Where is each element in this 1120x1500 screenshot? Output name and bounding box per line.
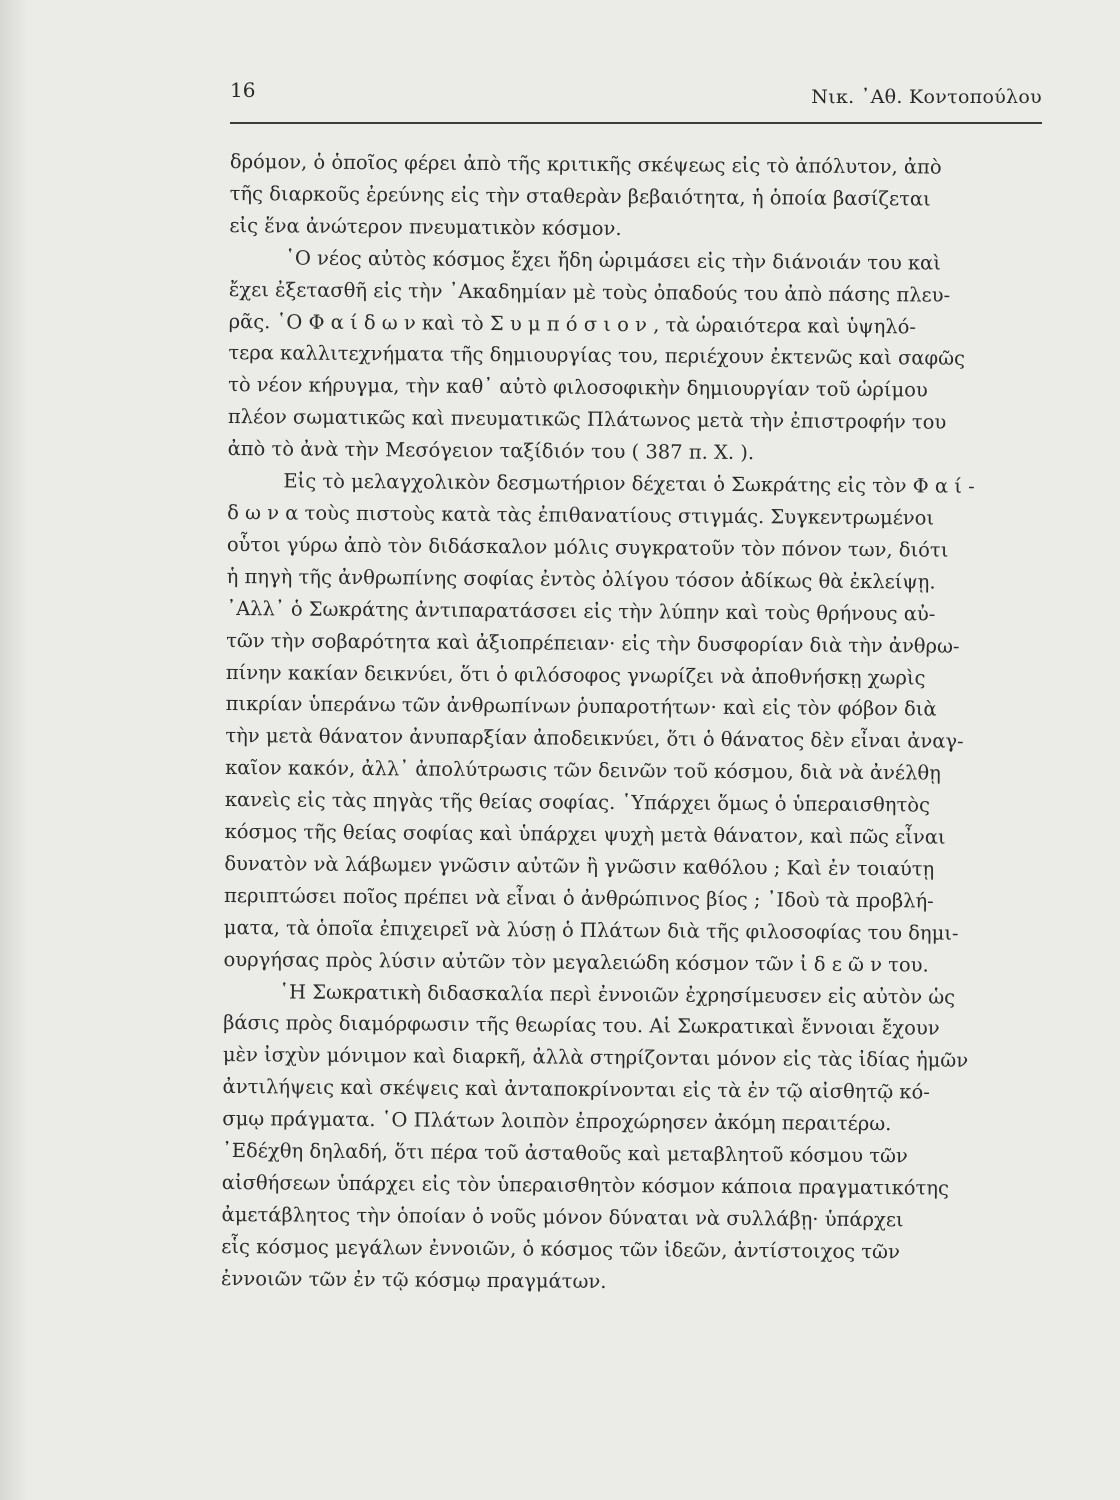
paragraph: Εἰς τὸ μελαγχολικὸν δεσμωτήριον δέχεται ὁ Σωκράτης εἰς τὸν Φ α ί - δ ω ν α τοὺς πιστοὺς κατὰ τὰς ἐπιθανατίους στιγμάς. Συγκεντρωμένοι οὗτοι γύρω ἀπὸ τὸν διδάσκαλον μόλις συγκρατοῦν τὸν πόνον των, διότι ἡ πηγὴ τῆς ἀνθρωπίνης σοφίας ἐντὸς ὀλίγου τόσον ἀδίκως θὰ ἐκλείψῃ. ᾿Αλλ᾿ ὁ Σωκράτης ἀντιπαρατάσσει εἰς τὴν λύπην καὶ τοὺς θρήνους αὐ- τῶν τὴν σοβαρότητα καὶ ἀξιοπρέπειαν· εἰς τὴν δυσφορίαν διὰ τὴν ἀνθρω- πίνην κακίαν δεικνύει, ὅτι ὁ φιλόσοφος γνωρίζει νὰ ἀποθνήσκῃ χωρὶς πικρίαν ὑπεράνω τῶν ἀνθρωπίνων ῥυπαροτήτων· καὶ εἰς τὸν φόβον διὰ τὴν μετὰ θάνατον ἀνυπαρξίαν ἀποδεικνύει, ὅτι ὁ θάνατος δὲν εἶναι ἀναγ- καῖον κακόν, ἀλλ᾿ ἀπολύτρωσις τῶν δεινῶν τοῦ κόσμου, διὰ νὰ ἀνέλθῃ κανεὶς εἰς τὰς πηγὰς τῆς θείας σοφίας. ῾Υπάρχει ὅμως ὁ ὑπεραισθητὸς κόσμος τῆς θείας σοφίας καὶ ὑπάρχει ψυχὴ μετὰ θάνατον, καὶ πῶς εἶναι δυνατὸν νὰ λάβωμεν γνῶσιν αὐτῶν ἢ γνῶσιν καθόλου ; Καὶ ἐν τοιαύτῃ περιπτώσει ποῖος πρέπει νὰ εἶναι ὁ ἀνθρώπινος βίος ; ᾿Ιδοὺ τὰ προβλή- ματα, τὰ ὁποῖα ἐπιχειρεῖ νὰ λύσῃ ὁ Πλάτων διὰ τῆς φιλοσοφίας του δημι- ουργήσας πρὸς λύσιν αὐτῶν τὸν μεγαλειώδη κόσμον τῶν ἰ δ ε ῶ ν του.: [223, 469, 975, 977]
page-number: 16: [230, 78, 256, 102]
header-rule: [230, 122, 1042, 124]
page-gutter-shadow: [0, 0, 28, 1500]
paragraph: δρόμον, ὁ ὁποῖος φέρει ἀπὸ τῆς κριτικῆς σκέψεως εἰς τὸ ἀπόλυτον, ἀπὸ τῆς διαρκοῦς ἐρεύνης εἰς τὴν σταθερὰν βεβαιότητα, ἡ ὁποία βασίζεται εἰς ἕνα ἀνώτερον πνευματικὸν κόσμον.: [229, 149, 942, 240]
running-head-author: Νικ. ᾿Αθ. Κοντοπούλου: [811, 86, 1042, 108]
page-header: [230, 78, 1042, 118]
body-text: [221, 146, 1040, 1301]
paragraph: ῾Ο νέος αὐτὸς κόσμος ἔχει ἤδη ὡριμάσει εἰς τὴν διάνοιάν του καὶ ἔχει ἐξετασθῆ εἰς τὴν ᾿Ακαδημίαν μὲ τοὺς ὀπαδούς του ἀπὸ πάσης πλευ- ρᾶς. ῾Ο Φ α ί δ ω ν καὶ τὸ Σ υ μ π ό σ ι ο ν , τὰ ὡραιότερα καὶ ὑψηλό- τερα καλλιτεχνήματα τῆς δημιουργίας του, περιέχουν ἐκτενῶς καὶ σαφῶς τὸ νέον κήρυγμα, τὴν καθ᾿ αὐτὸ φιλοσοφικὴν δημιουργίαν τοῦ ὡρίμου πλέον σωματικῶς καὶ πνευματικῶς Πλάτωνος μετὰ τὴν ἐπιστροφήν του ἀπὸ τὸ ἀνὰ τὴν Μεσόγειον ταξίδιόν του ( 387 π. Χ. ).: [227, 246, 966, 465]
paragraph: ῾Η Σωκρατικὴ διδασκαλία περὶ ἐννοιῶν ἐχρησίμευσεν εἰς αὐτὸν ὡς βάσις πρὸς διαμόρφωσιν τῆς θεωρίας του. Αἱ Σωκρατικαὶ ἔννοιαι ἔχουν μὲν ἰσχὺν μόνιμον καὶ διαρκῆ, ἀλλὰ στηρίζονται μόνον εἰς τὰς ἰδίας ἡμῶν ἀντιλήψεις καὶ σκέψεις καὶ ἀνταποκρίνονται εἰς τὰ ἐν τῷ αἰσθητῷ κό- σμῳ πράγματα. ῾Ο Πλάτων λοιπὸν ἐπροχώρησεν ἀκόμη περαιτέρω. ᾿Εδέχθη δηλαδή, ὅτι πέρα τοῦ ἀσταθοῦς καὶ μεταβλητοῦ κόσμου τῶν αἰσθήσεων ὑπάρχει εἰς τὸν ὑπεραισθητὸν κόσμον κάποια πραγματικότης ἀμετάβλητος τὴν ὁποίαν ὁ νοῦς μόνον δύναται νὰ συλλάβῃ· ὑπάρχει εἷς κόσμος μεγάλων ἐννοιῶν, ὁ κόσμος τῶν ἰδεῶν, ἀντίστοιχος τῶν ἐννοιῶν τῶν ἐν τῷ κόσμῳ πραγμάτων.: [221, 979, 969, 1293]
